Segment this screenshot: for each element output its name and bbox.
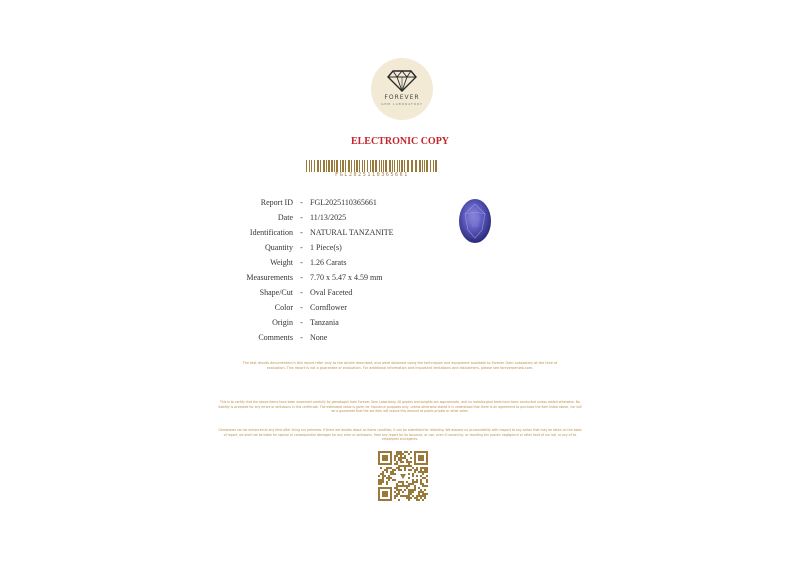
- report-row-label: Measurements: [246, 273, 293, 282]
- report-row: [180, 255, 430, 270]
- report-row-value: Tanzania: [310, 318, 339, 327]
- disclaimer-test-results: The test results documented in this report refer only to the article described, and were obtained using the techniques and equipment available to Forever Gem Laboratory at the time of evaluation. This report is not a guarantee or evaluation. For additional information and important limitations and disclaimers, please see foreverpenlab.com.: [242, 361, 558, 370]
- report-row-value: NATURAL TANZANITE: [310, 228, 394, 237]
- report-row: [180, 300, 430, 315]
- report-row-value: Oval Faceted: [310, 288, 353, 297]
- report-row: [180, 285, 430, 300]
- report-row-separator: -: [300, 243, 303, 252]
- report-row: [180, 315, 430, 330]
- report-row-separator: -: [300, 198, 303, 207]
- report-row-label: Shape/Cut: [259, 288, 293, 297]
- document-title: ELECTRONIC COPY: [350, 136, 450, 147]
- report-row: [180, 330, 430, 345]
- report-row-value: 11/13/2025: [310, 213, 347, 222]
- report-row-separator: -: [300, 258, 303, 267]
- gem-image: [458, 198, 492, 244]
- report-row-value: None: [310, 333, 328, 342]
- barcode-number: FGL2025110365661: [335, 172, 409, 178]
- barcode: [306, 160, 438, 172]
- report-row-separator: -: [300, 228, 303, 237]
- report-row-value: FGL2025110365661: [310, 198, 377, 207]
- diamond-icon: [387, 70, 417, 92]
- report-row: [180, 240, 430, 255]
- report-row-separator: -: [300, 288, 303, 297]
- report-row: [180, 195, 430, 210]
- report-row: [180, 225, 430, 240]
- report-row-label: Report ID: [260, 198, 293, 207]
- report-row-label: Origin: [272, 318, 293, 327]
- report-row-value: 1 Piece(s): [310, 243, 342, 252]
- report-row-separator: -: [300, 273, 303, 282]
- disclaimer-liability: Gemstones can be enhanced at any time after living our premises. If there are doubts about an items condition, it can be submitted for retesting. We assume no accountability with respect to any action that may be taken on the basis of report, we shall not be liable for special or consequential damages for any error or omissions, from any report for its issuance, or use, even if caused by, or resulting the proven negligence or other fault of our lab, or any of its employees and agents.: [218, 428, 582, 442]
- qr-code[interactable]: [378, 451, 428, 501]
- report-row-separator: -: [300, 303, 303, 312]
- report-row-label: Color: [274, 303, 293, 312]
- report-row-value: 7.70 x 5.47 x 4.59 mm: [310, 273, 383, 282]
- report-row-label: Quantity: [265, 243, 293, 252]
- report-row-label: Comments: [258, 333, 293, 342]
- report-row-separator: -: [300, 213, 303, 222]
- report-row-separator: -: [300, 318, 303, 327]
- report-row-value: 1.26 Carats: [310, 258, 347, 267]
- report-row-value: Cornflower: [310, 303, 347, 312]
- disclaimer-certification: This is to certify that the above items have been examined carefully by gemologist from Forever Gem Laboratory. All grades and weights are approximate, and no metallurgical tests have been conducted unless stated otherwise. No liability is accepted for any errors or omissions in this certificate. The estimated value is given for insurance purposes only, unless otherwise stated it is understood that there is an agreement to purchase the item listed above, nor will be a guarantee that the set item will realize this amount at public private or other sales.: [218, 400, 582, 414]
- logo-brand-sub: GEM LABORATORY: [381, 102, 423, 106]
- report-row-label: Weight: [270, 258, 293, 267]
- logo-brand-name: FOREVER: [384, 94, 420, 101]
- report-row-label: Identification: [249, 228, 293, 237]
- report-row-separator: -: [300, 333, 303, 342]
- report-details: [180, 195, 430, 345]
- report-row-label: Date: [277, 213, 293, 222]
- report-row: [180, 270, 430, 285]
- company-logo: [371, 58, 433, 120]
- report-row: [180, 210, 430, 225]
